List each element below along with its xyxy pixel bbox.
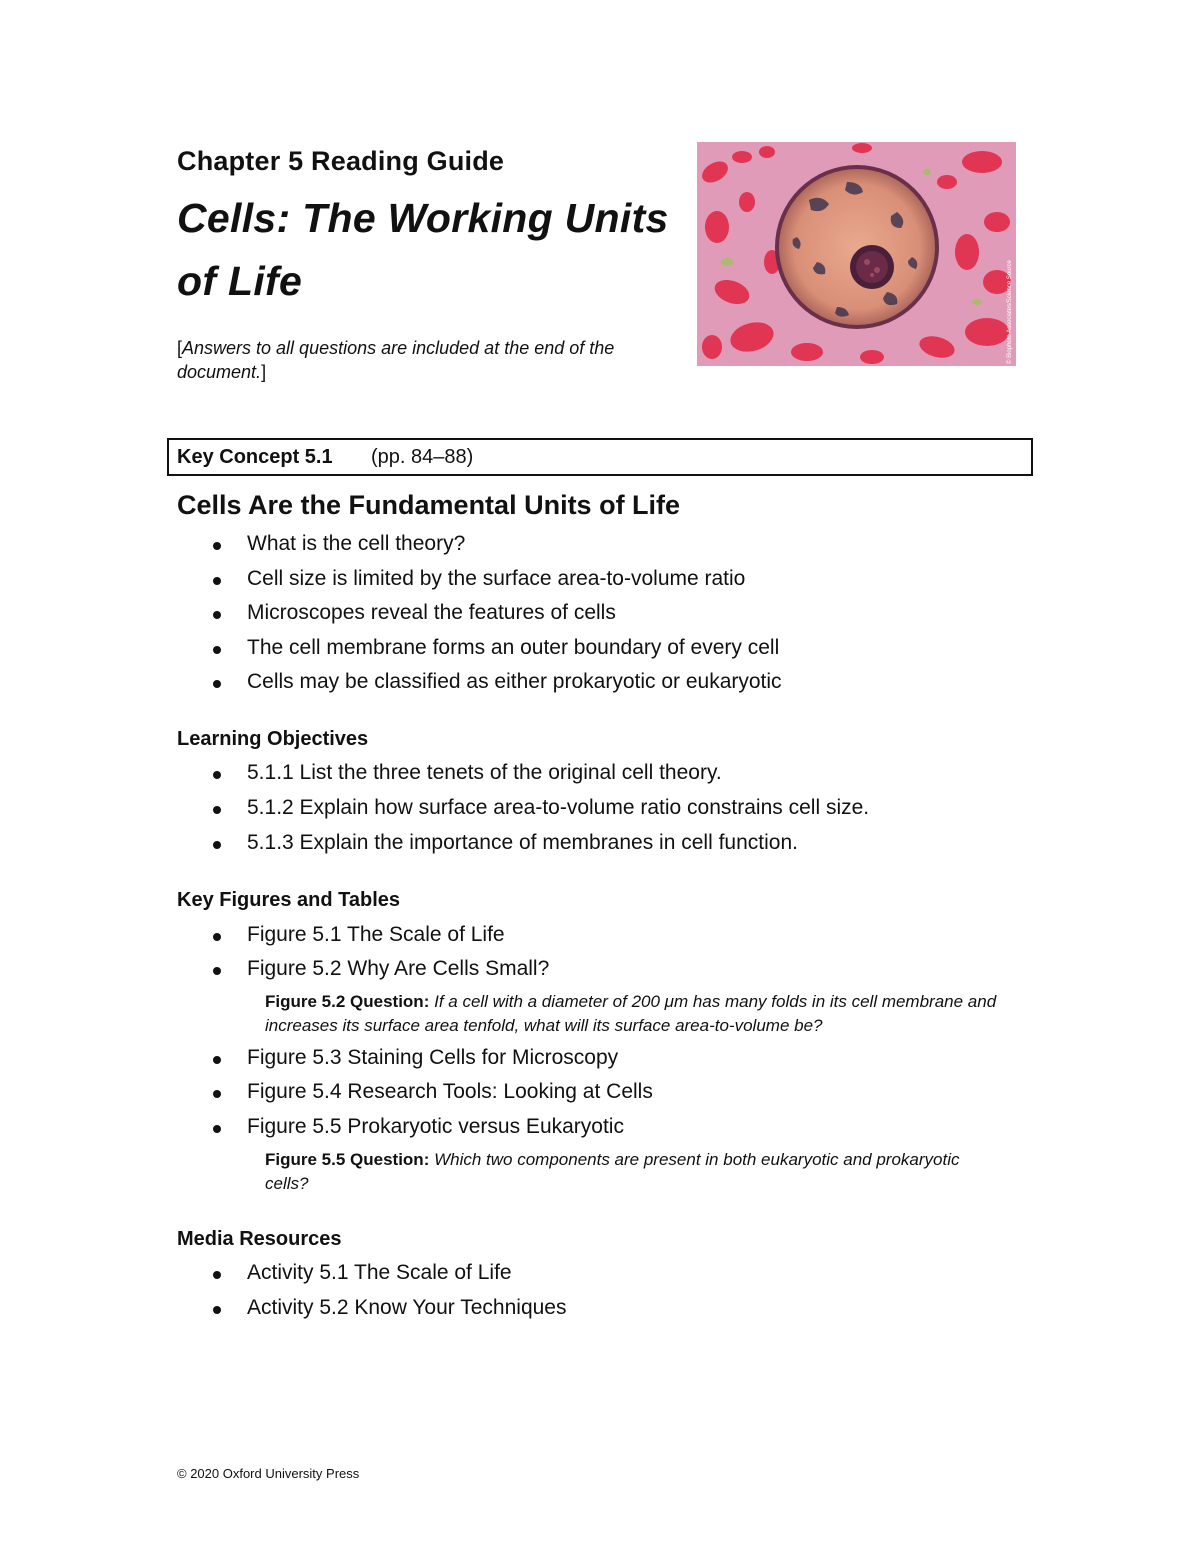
copyright-footer: © 2020 Oxford University Press: [177, 1466, 360, 1481]
key-figures-heading: Key Figures and Tables: [177, 889, 401, 911]
bullet-icon: [213, 771, 221, 779]
bullet-icon: [213, 1306, 221, 1314]
bullet-icon: [213, 577, 221, 585]
media-resources-heading: Media Resources: [177, 1228, 342, 1250]
bullet-icon: [213, 646, 221, 654]
bullet-icon: [213, 1271, 221, 1279]
key-concept-pages: (pp. 84–88): [371, 446, 474, 468]
bullet-icon: [213, 1090, 221, 1098]
bullet-icon: [213, 542, 221, 550]
title-line-1: Cells: The Working Units: [177, 195, 669, 241]
bullet-icon: [213, 967, 221, 975]
section-heading: Cells Are the Fundamental Units of Life: [177, 490, 681, 520]
learning-objectives-heading: Learning Objectives: [177, 728, 369, 750]
bullet-icon: [213, 680, 221, 688]
bullet-icon: [213, 611, 221, 619]
bullet-icon: [213, 1125, 221, 1133]
cell-micrograph-image: [697, 142, 1016, 366]
key-concept-label: Key Concept 5.1: [177, 446, 333, 468]
document-page: Chapter 5 Reading Guide Cells: The Working Units of Life [Answers to all questions are included at the end of the document.] © Biophoto Associates/Science Source Key Concept 5.1 (pp. 84–88) Cells Are the Fundamental Units of Life What is the cell theory? Cell size is limited by the surface area-to-volume ratio Microscopes reveal the features of cells The cell membrane forms an outer boundary of every cell Cells may be classified as either prokaryotic or eukaryotic Learning Objectives 5.1.1 List the three tenets of the original cell theory. 5.1.2 Explain how surface area-to-volume ratio constrains cell size. 5.1.3 Explain the importance of membranes in cell function. Key Figures and Tables Figure 5.1 The Scale of Life Figure 5.2 Why Are Cells Small? Figure 5.3 Staining Cells for Microscopy Figure 5.4 Research Tools: Looking at Cells Figure 5.5 Prokaryotic versus Eukaryotic Figure 5.2 Question: If a cell with a diameter of 200 μm has many folds in its cell membrane and increases its surface area tenfold, what will its surface area-to-volume be? Figure 5.5 Question: Which two components are present in both eukaryotic and prokaryotic cells? Media Resources Activity 5.1 The Scale of Life Activity 5.2 Know Your Techniques © 2020 Oxford University Press: [0, 0, 1200, 1553]
title-line-2: of Life: [177, 258, 303, 304]
bullet-icon: [213, 933, 221, 941]
key-concept-box: [167, 438, 1033, 476]
bullet-icon: [213, 1056, 221, 1064]
figure-5-2-question: Figure 5.2 Question: If a cell with a diameter of 200 μm has many folds in its cell membrane and increases its surface area tenfold, what will its surface area-to-volume be?: [265, 992, 997, 1035]
bullet-icon: [213, 806, 221, 814]
chapter-label: Chapter 5 Reading Guide: [177, 146, 505, 176]
image-credit: © Biophoto Associates/Science Source: [1007, 260, 1013, 364]
bullet-icon: [213, 841, 221, 849]
answers-note: [Answers to all questions are included at the end of the document.]: [177, 338, 615, 382]
figure-5-5-question: Figure 5.5 Question: Which two components are present in both eukaryotic and prokaryotic cells?: [265, 1150, 960, 1193]
